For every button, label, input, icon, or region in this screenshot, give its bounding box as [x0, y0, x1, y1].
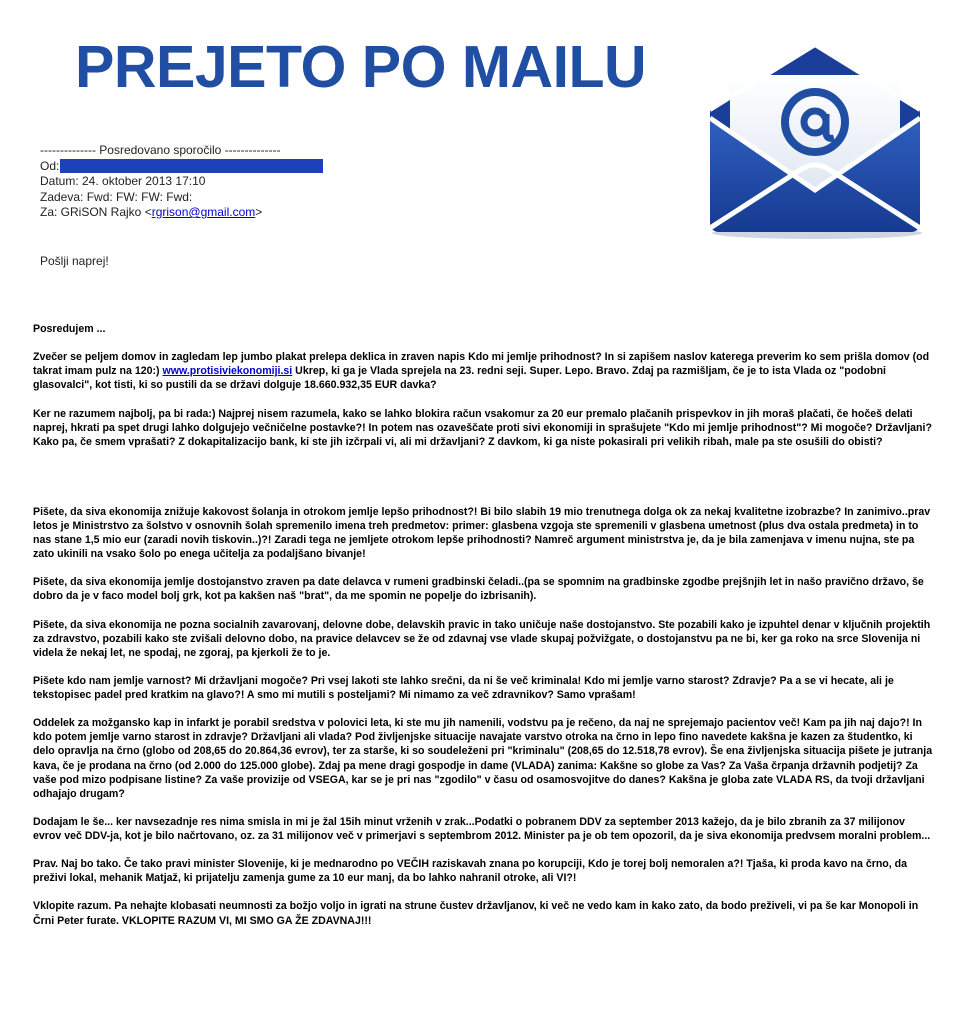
paragraph-text: Zvečer se peljem domov in zagledam lep jumbo plakat prelepa deklica in zraven napis Kdo mi jemlje prihodnost? In si zapišem naslov katerega preverim ko sem prišla domov (od takrat imam pulz na 120:): [33, 351, 930, 378]
message-paragraph: [33, 350, 933, 392]
message-body: [33, 322, 933, 942]
message-paragraph: Dodajam le še... ker navsezadnje res nima smisla in mi je žal 15ih minut vrženih v zrak...Podatki o pobranem DDV za september 2013 kažejo, da je bilo zbranih za 37 milijonov evrov več DDV-ja, kot je bilo načrtovano, oz. za 31 milijonov več v primerjavi s septembrom 2012. Minister pa je ob tem opozoril, da je siva ekonomija predvsem moralni problem...: [33, 815, 931, 842]
message-paragraph: Pišete, da siva ekonomija ne pozna socialnih zavarovanj, delovne dobe, delavskih pravic in tako uničuje naše dostojanstvo. Ste pozabili kako je izpuhtel denar v ključnih projektih za zdravstvo, pozabili kako ste zvišali delovno dobo, na pravice delavcev se že od zdavnaj vse vlade skupaj požvižgate, o dostojanstvu pa ne bi, ker ga roko na srce Slovenija ni videla že nekaj let, ne spodaj, ne zgoraj, pa kjerkoli že to je.: [33, 618, 931, 659]
paragraph-text: Ukrep, ki ga je Vlada sprejela na 23. redni seji. Super. Lepo. Bravo. Zdaj pa razmišljam, če je to ista Vlada oz "podobni glasovalci", kot tisti, ki so pustili da se državi dolguje 18.660.932,35 EUR davka?: [33, 365, 886, 392]
message-paragraph: Oddelek za možgansko kap in infarkt je porabil sredstva v polovici leta, ki ste mu jih namenili, vodstvu pa je rečeno, da naj ne sprejemajo pacientov več! Kam pa jih naj dajo?! In kdo potem jemlje varno starost in zdravje? Državljani ali vlada? Pod življenjske situacije navajate varstvo otroka na črno in lepo fino navedete kakšna je kazen za študentko, ki delo opravlja na črno (globo od 208,65 do 20.864,36 evrov), ter za starše, ki so soudeleženi pri "kriminalu" (208,65 do 12.518,78 evrov). Še ena življenjska situacija pišete je jutranja kava, če je prodana na črno (od 2.000 do 125.000 globe). Zdaj pa mene dragi gospodje in dame (VLADA) zanima: Kakšne so globe za Vas? Za Vaša črpanja državnih podjetij? Za vaše pod mizo podpisane listine? Za vaše provizije od VSEGA, kar se je pri nas "zgodilo" v času od osamosvojitve do danes? Kakšna je globa zate VLADA RS, da tvoji državljani odhajajo drugam?: [33, 717, 933, 800]
email-envelope-at-icon: [700, 40, 930, 240]
message-paragraph: Pišete, da siva ekonomija znižuje kakovost šolanja in otrokom jemlje lepšo prihodnost?! Bi bilo slabih 19 mio trenutnega dolga ok za nekaj kvalitetne izobrazbe? In zanimivo..prav letos je Ministrstvo za šolstvo v osnovnih šolah spremenilo imena treh predmetov: primer: glasbena vzgoja ste spremenili v glasbena umetnost (plus dva ostala predmeta) in to nas stane 1,5 mio eur (zaradi novih tiskovin..)?! Zaradi tega ne jemljete otrokom lepše prihodnosti? Namreč argument ministrstva je, da je bila zamenjava v imenu nujna, ste pa zato ukinili na vsako šolo po enega učitelja za podaljšano bivanje!: [33, 505, 931, 561]
to-prefix: Za: GRiSON Rajko <: [40, 205, 152, 219]
message-intro: Posredujem ...: [33, 323, 106, 335]
website-link[interactable]: www.protisiviekonomiji.si: [162, 365, 293, 378]
message-paragraph: Prav. Naj bo tako. Če tako pravi minister Slovenije, ki je mednarodno po VEČIH raziskavah znana po korupciji, Kdo je torej bolj nemoralen a?! Tjaša, ki proda kavo na črno, da preživi lokal, mehanik Matjaž, ki prijatelju zamenja gume za 10 eur manj, da bo lahko nahranil otroke, ali VI?!: [33, 858, 908, 885]
redacted-sender: [60, 159, 323, 173]
to-suffix: >: [255, 205, 263, 219]
date-row: Datum: 24. oktober 2013 17:10: [40, 174, 206, 188]
message-paragraph: Ker ne razumem najbolj, pa bi rada:) Najprej nisem razumela, kako se lahko blokira račun vsakomur za 20 eur premalo plačanih prispevkov in jih moraš plačati, če hočeš delati naprej, hkrati pa spet drugi lahko dolgujejo večničelne postavke?! In potem nas ozaveščate proti sivi ekonomiji in sprašujete "Kdo mi jemlje prihodnost"? Mi mogoče? Državljani? Kako pa, če smem vprašati? Z dokapitalizacijo bank, ki ste jih izčrpali vi, ali mi državljani? Z davkom, ki ga niste pokasirali pri velikih ribah, male pa ste osušili do obisti?: [33, 407, 932, 448]
to-email-link[interactable]: rgrison@gmail.com: [151, 205, 256, 219]
to-row: [40, 205, 323, 221]
banner-title: PREJETO PO MAILU: [75, 34, 647, 100]
message-paragraph: Pišete kdo nam jemlje varnost? Mi državljani mogoče? Pri vsej lakoti ste lahko srečni, da ni še več kriminala! Kdo mi jemlje varno starost? Zdravje? Pa a se vi hecate, ali je tekstopisec padel pred kratkim na glavo?! A smo mi mutili s posteljami? Mi nimamo za več zdravnikov? Samo vprašam!: [33, 674, 894, 702]
email-header: [40, 143, 323, 221]
forward-note: Pošlji naprej!: [40, 254, 109, 268]
from-row: [40, 159, 323, 175]
message-paragraph: Pišete, da siva ekonomija jemlje dostojanstvo zraven pa date delavca v rumeni gradbinski čeladi..(pa se spomnim na gradbinske zgodbe prejšnjih let in našo pravično državo, še dobro da je v faco model bolj grk, kot pa kakšen naš "brat", da me spomin ne popelje do izbrisanih).: [33, 576, 924, 603]
subject-row: Zadeva: Fwd: FW: FW: Fwd:: [40, 189, 193, 204]
message-paragraph: Vklopite razum. Pa nehajte klobasati neumnosti za božjo voljo in igrati na strune čustev državljanov, ki več ne vedo kam in kako zato, da bodo preživeli, vi pa še kar Monopoli in Črni Peter furate. VKLOPITE RAZUM VI, MI SMO GA ŽE ZDAVNAJ!!!: [33, 900, 919, 927]
forwarded-separator: -------------- Posredovano sporočilo --------------: [40, 143, 281, 157]
from-label: Od:: [40, 158, 60, 173]
